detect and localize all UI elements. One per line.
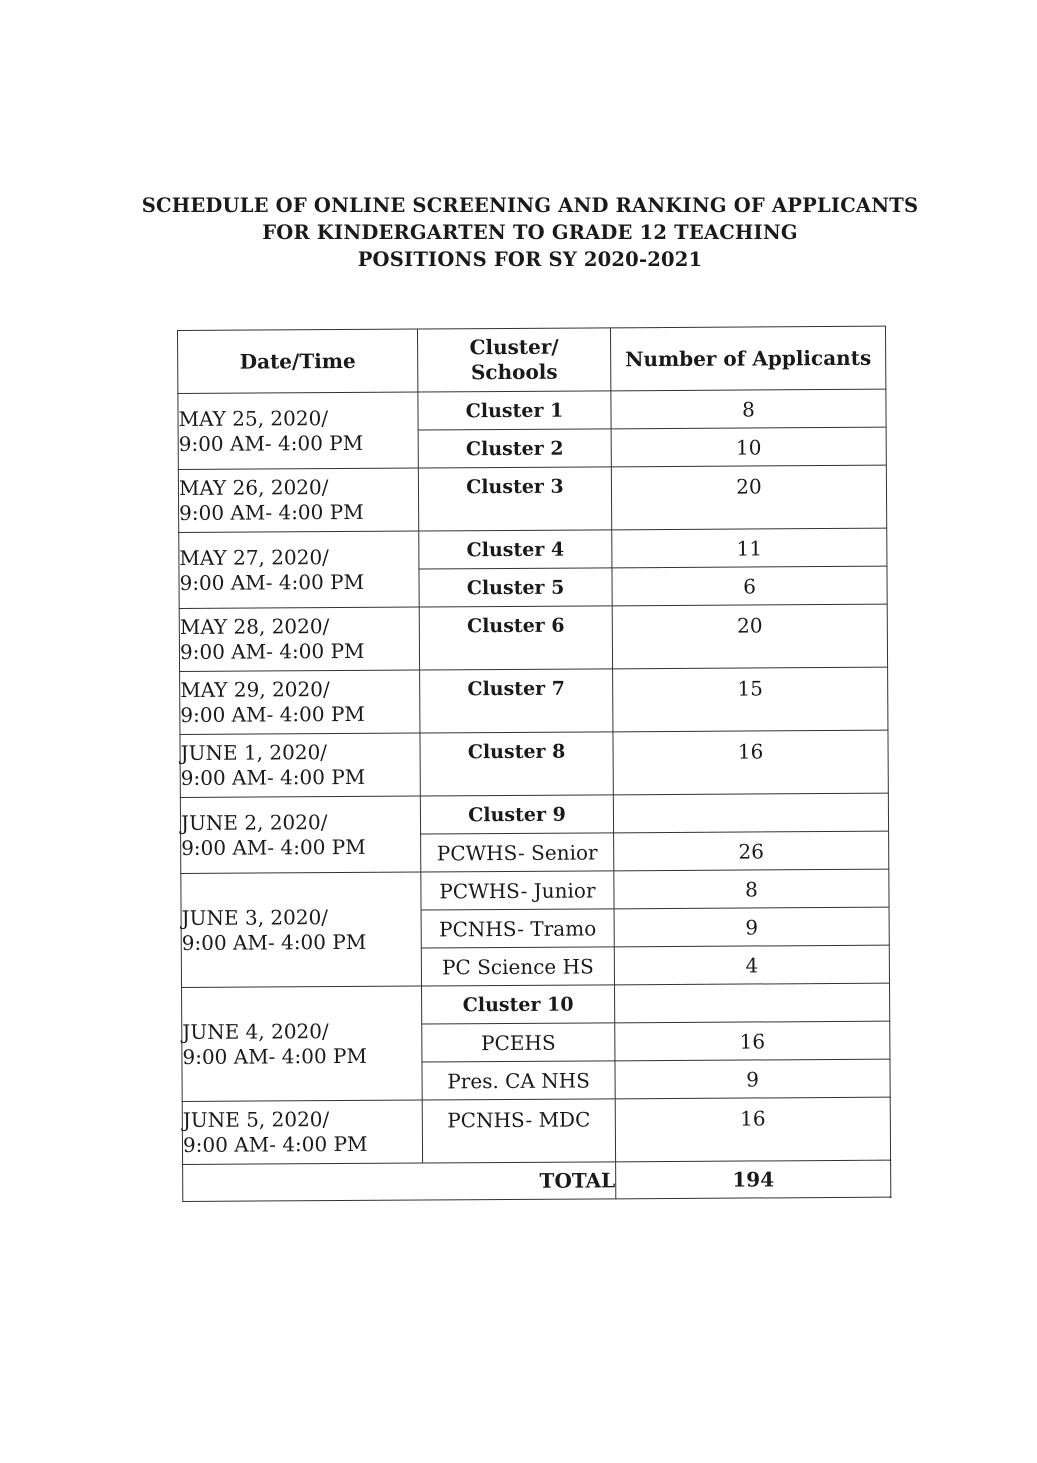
applicants-cell: 15 xyxy=(613,667,888,732)
table-row xyxy=(178,465,886,532)
date-cell xyxy=(182,986,423,1101)
table-row xyxy=(179,528,887,570)
cluster-cell: Cluster 2 xyxy=(418,429,611,468)
applicants-cell: 9 xyxy=(614,907,889,947)
time-text: 9:00 AM- 4:00 PM xyxy=(181,929,367,955)
date-cell xyxy=(178,468,418,532)
date-text: JUNE 3, 2020/ xyxy=(181,904,329,930)
date-cell xyxy=(181,872,422,987)
school-cell: PCWHS- Senior xyxy=(421,833,614,872)
cluster-cell: Cluster 10 xyxy=(422,985,615,1024)
cluster-cell: Cluster 7 xyxy=(420,669,613,733)
time-text: 9:00 AM- 4:00 PM xyxy=(180,764,366,790)
school-cell: PCNHS- MDC xyxy=(422,1099,615,1163)
school-cell: PCWHS- Junior xyxy=(421,871,614,910)
applicants-cell: 20 xyxy=(611,465,886,530)
date-text: JUNE 4, 2020/ xyxy=(182,1018,329,1044)
applicants-cell: 4 xyxy=(614,945,889,985)
total-label: TOTAL xyxy=(183,1162,616,1202)
table-row xyxy=(180,730,888,797)
date-text: MAY 29, 2020/ xyxy=(180,677,330,702)
applicants-cell: 8 xyxy=(611,389,886,429)
cluster-cell: Cluster 1 xyxy=(418,391,611,430)
table-row xyxy=(181,869,889,911)
applicants-cell: 26 xyxy=(614,831,889,871)
time-text: 9:00 AM- 4:00 PM xyxy=(179,569,365,595)
title-line-3: POSITIONS FOR SY 2020-2021 xyxy=(357,248,703,271)
applicants-cell: 16 xyxy=(615,1021,890,1061)
cluster-cell: Cluster 5 xyxy=(419,568,612,607)
time-text: 9:00 AM- 4:00 PM xyxy=(182,1043,368,1069)
header-date-time: Date/Time xyxy=(178,329,418,393)
cluster-cell: Cluster 8 xyxy=(420,732,613,796)
date-cell xyxy=(182,1100,422,1164)
cluster-cell: Cluster 3 xyxy=(418,467,611,531)
date-text: MAY 26, 2020/ xyxy=(178,475,329,500)
document-title xyxy=(100,192,960,273)
date-text: JUNE 5, 2020/ xyxy=(182,1107,330,1132)
table-row xyxy=(182,983,890,1025)
table-row xyxy=(179,604,887,671)
school-cell: PCNHS- Tramo xyxy=(421,909,614,948)
header-cluster-line-1: Cluster/ xyxy=(469,334,559,360)
school-cell: Pres. CA NHS xyxy=(422,1061,615,1100)
applicants-cell: 16 xyxy=(613,730,888,795)
total-row xyxy=(183,1160,891,1201)
date-text: MAY 27, 2020/ xyxy=(179,544,329,570)
date-cell xyxy=(180,796,420,873)
time-text: 9:00 AM- 4:00 PM xyxy=(179,499,364,525)
date-cell xyxy=(179,531,419,608)
date-text: MAY 25, 2020/ xyxy=(178,405,329,431)
date-text: JUNE 2, 2020/ xyxy=(180,809,328,835)
schedule-table xyxy=(177,326,891,1202)
applicants-cell: 6 xyxy=(612,566,887,606)
time-text: 9:00 AM- 4:00 PM xyxy=(182,1131,368,1157)
table-row xyxy=(180,667,888,734)
applicants-cell: 10 xyxy=(611,427,886,467)
time-text: 9:00 AM- 4:00 PM xyxy=(179,638,365,664)
table-row xyxy=(180,793,888,835)
date-cell xyxy=(178,392,418,469)
time-text: 9:00 AM- 4:00 PM xyxy=(181,834,366,860)
header-cluster-schools xyxy=(417,328,610,392)
applicants-cell: 9 xyxy=(615,1059,890,1099)
time-text: 9:00 AM- 4:00 PM xyxy=(178,430,364,456)
applicants-cell: 16 xyxy=(615,1097,890,1162)
cluster-cell: Cluster 4 xyxy=(419,530,612,569)
applicants-cell: 11 xyxy=(612,528,887,568)
header-number-of-applicants: Number of Applicants xyxy=(610,326,885,391)
table-row xyxy=(182,1097,890,1164)
school-cell: PC Science HS xyxy=(421,947,614,986)
applicants-cell xyxy=(613,793,888,833)
total-value: 194 xyxy=(616,1160,891,1199)
date-cell xyxy=(179,607,419,671)
applicants-cell: 8 xyxy=(614,869,889,909)
cluster-cell: Cluster 6 xyxy=(419,606,612,670)
applicants-cell xyxy=(615,983,890,1023)
date-cell xyxy=(180,670,420,734)
school-cell: PCEHS xyxy=(422,1023,615,1062)
header-row xyxy=(178,326,886,393)
date-text: JUNE 1, 2020/ xyxy=(180,740,328,765)
table-row xyxy=(178,389,886,431)
header-cluster-line-2: Schools xyxy=(470,359,558,385)
date-cell xyxy=(180,733,420,797)
time-text: 9:00 AM- 4:00 PM xyxy=(180,701,365,727)
applicants-cell: 20 xyxy=(612,604,887,669)
date-text: MAY 28, 2020/ xyxy=(179,614,330,639)
title-line-1: SCHEDULE OF ONLINE SCREENING AND RANKING OF APPLICANTS xyxy=(141,194,919,217)
cluster-cell: Cluster 9 xyxy=(420,795,613,834)
title-line-2: FOR KINDERGARTEN TO GRADE 12 TEACHING xyxy=(262,221,798,244)
